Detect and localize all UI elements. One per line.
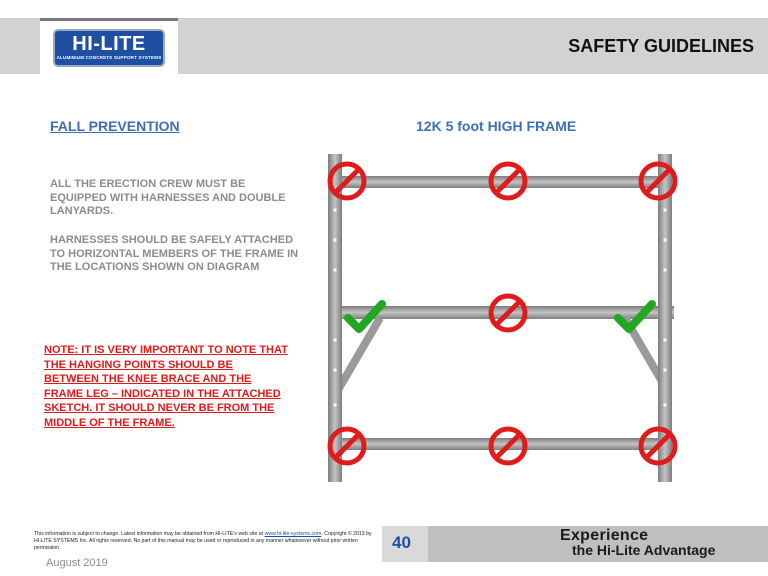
instruction-paragraph-1: ALL THE ERECTION CREW MUST BE EQUIPPED WITH HARNESSES AND DOUBLE LANYARDS. xyxy=(50,178,286,217)
disclaimer-text-end: . Copyright © 2013 by HI-LITE SYSTEMS Inc. All rights reserved. No part of this manual may be used or reproduced in any manner whatsoever without prior written permission. xyxy=(34,531,372,551)
logo-text: HI-LITE xyxy=(72,33,146,55)
website-link[interactable]: www.hi-lite-systems.com xyxy=(264,531,322,537)
frame-diagram xyxy=(320,150,690,485)
diagram-title: 12K 5 foot HIGH FRAME xyxy=(416,118,577,134)
disclaimer-text-start: This information is subject to change. Latest information may be obtained from HI-LITE’s web site at xyxy=(34,531,265,537)
tagline-line-1: Experience xyxy=(560,527,649,544)
logo-badge xyxy=(53,29,165,67)
page-number: 40 xyxy=(392,533,411,552)
warning-note: NOTE: IT IS VERY IMPORTANT TO NOTE THAT THE HANGING POINTS SHOULD BE BETWEEN THE KNEE BRACE AND THE FRAME LEG – INDICATED IN THE ATTACHED SKETCH. IT SHOULD NEVER BE FROM THE MIDDLE OF THE FRAME. xyxy=(44,344,288,429)
footer-disclaimer xyxy=(34,531,376,552)
tagline-line-2: the Hi-Lite Advantage xyxy=(572,542,716,558)
document-date: August 2019 xyxy=(46,557,108,569)
page-title: SAFETY GUIDELINES xyxy=(568,36,754,56)
instruction-paragraph-2: HARNESSES SHOULD BE SAFELY ATTACHED TO HORIZONTAL MEMBERS OF THE FRAME IN THE LOCATIONS SHOWN ON DIAGRAM xyxy=(50,234,299,273)
logo xyxy=(40,18,178,77)
section-title: FALL PREVENTION xyxy=(50,118,180,134)
logo-subtext: ALUMINIUM CONCRETE SUPPORT SYSTEMS xyxy=(56,55,162,60)
